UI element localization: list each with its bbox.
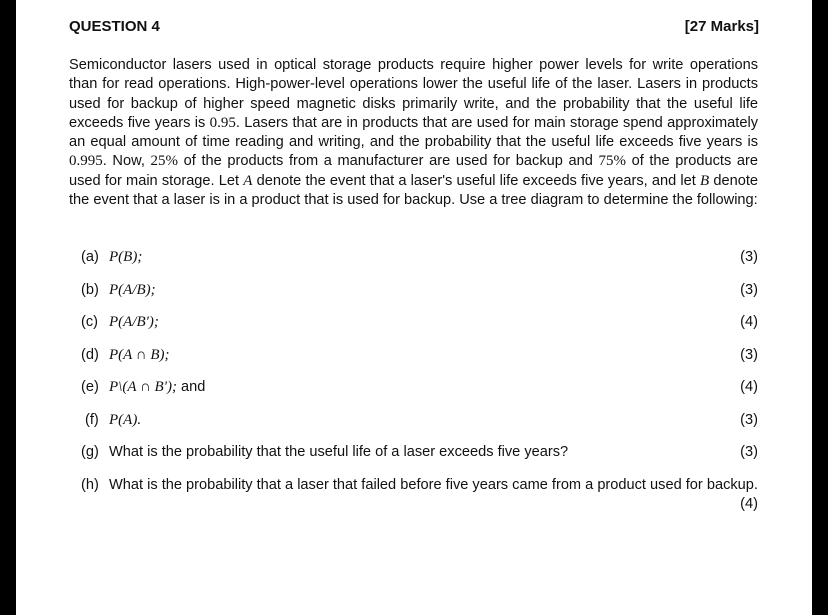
intro-text: . Now,	[102, 153, 151, 170]
intro-text: denote the event that a laser is in a product that is used for backup. Use a tree diagram to determine the following:	[69, 172, 758, 209]
part-label: (c)	[81, 314, 99, 330]
question-intro	[69, 56, 758, 210]
part-text: What is the probability that the useful life of a laser exceeds five years?	[109, 444, 569, 460]
event-a: A	[243, 172, 253, 189]
part-marks: (4)	[740, 379, 758, 395]
question-title: QUESTION 4	[69, 18, 160, 35]
part-label: (b)	[81, 282, 99, 298]
part-label: (h)	[81, 477, 99, 493]
part-label: (f)	[85, 412, 99, 428]
document-page	[16, 0, 812, 615]
part-label: (e)	[81, 379, 99, 395]
event-b: B	[700, 172, 710, 189]
part-math: P(A/B′);	[109, 314, 159, 330]
part-marks: (4)	[740, 496, 758, 512]
pct-main: 75%	[598, 153, 626, 170]
part-math: P\(A ∩ B′);	[109, 379, 177, 395]
part-math: P(A ∩ B);	[109, 347, 170, 363]
part-math: P(B);	[109, 249, 143, 265]
part-marks: (3)	[740, 282, 758, 298]
pct-backup: 25%	[150, 153, 179, 170]
part-marks: (3)	[740, 347, 758, 363]
part-label: (a)	[81, 249, 99, 265]
intro-text: Semiconductor lasers used in optical storage products require higher power levels for write operations than for read operations. High-power-level operations lower the useful life of the laser. Lasers in products used for backup of higher speed magnetic disks primarily write, and the probability that the useful life exceeds five years is	[69, 57, 758, 131]
part-label: (d)	[81, 347, 99, 363]
prob-backup: 0.95	[209, 114, 236, 131]
part-marks: (3)	[740, 412, 758, 428]
part-marks: (4)	[740, 314, 758, 330]
intro-text: of the products from a manufacturer are used for backup and	[178, 153, 599, 170]
part-label: (g)	[81, 444, 99, 460]
prob-main: 0.995	[69, 153, 103, 170]
part-math: P(A/B);	[109, 282, 156, 298]
intro-text: denote the event that a laser's useful life exceeds five years, and let	[252, 172, 700, 189]
question-marks: [27 Marks]	[684, 18, 759, 35]
intro-text: . Lasers that are in products that are used for main storage spend approximately an equal amount of time reading and writing, and the probability that the useful life exceeds five years is	[69, 114, 758, 151]
part-text: What is the probability that a laser that failed before five years came from a product used for backup.	[109, 477, 758, 493]
part-text: and	[176, 379, 206, 395]
part-math: P(A).	[109, 412, 142, 428]
intro-text: of the products are used for main storage. Let	[69, 153, 758, 189]
part-marks: (3)	[740, 444, 758, 460]
part-marks: (3)	[740, 249, 758, 265]
question-header	[69, 18, 759, 35]
